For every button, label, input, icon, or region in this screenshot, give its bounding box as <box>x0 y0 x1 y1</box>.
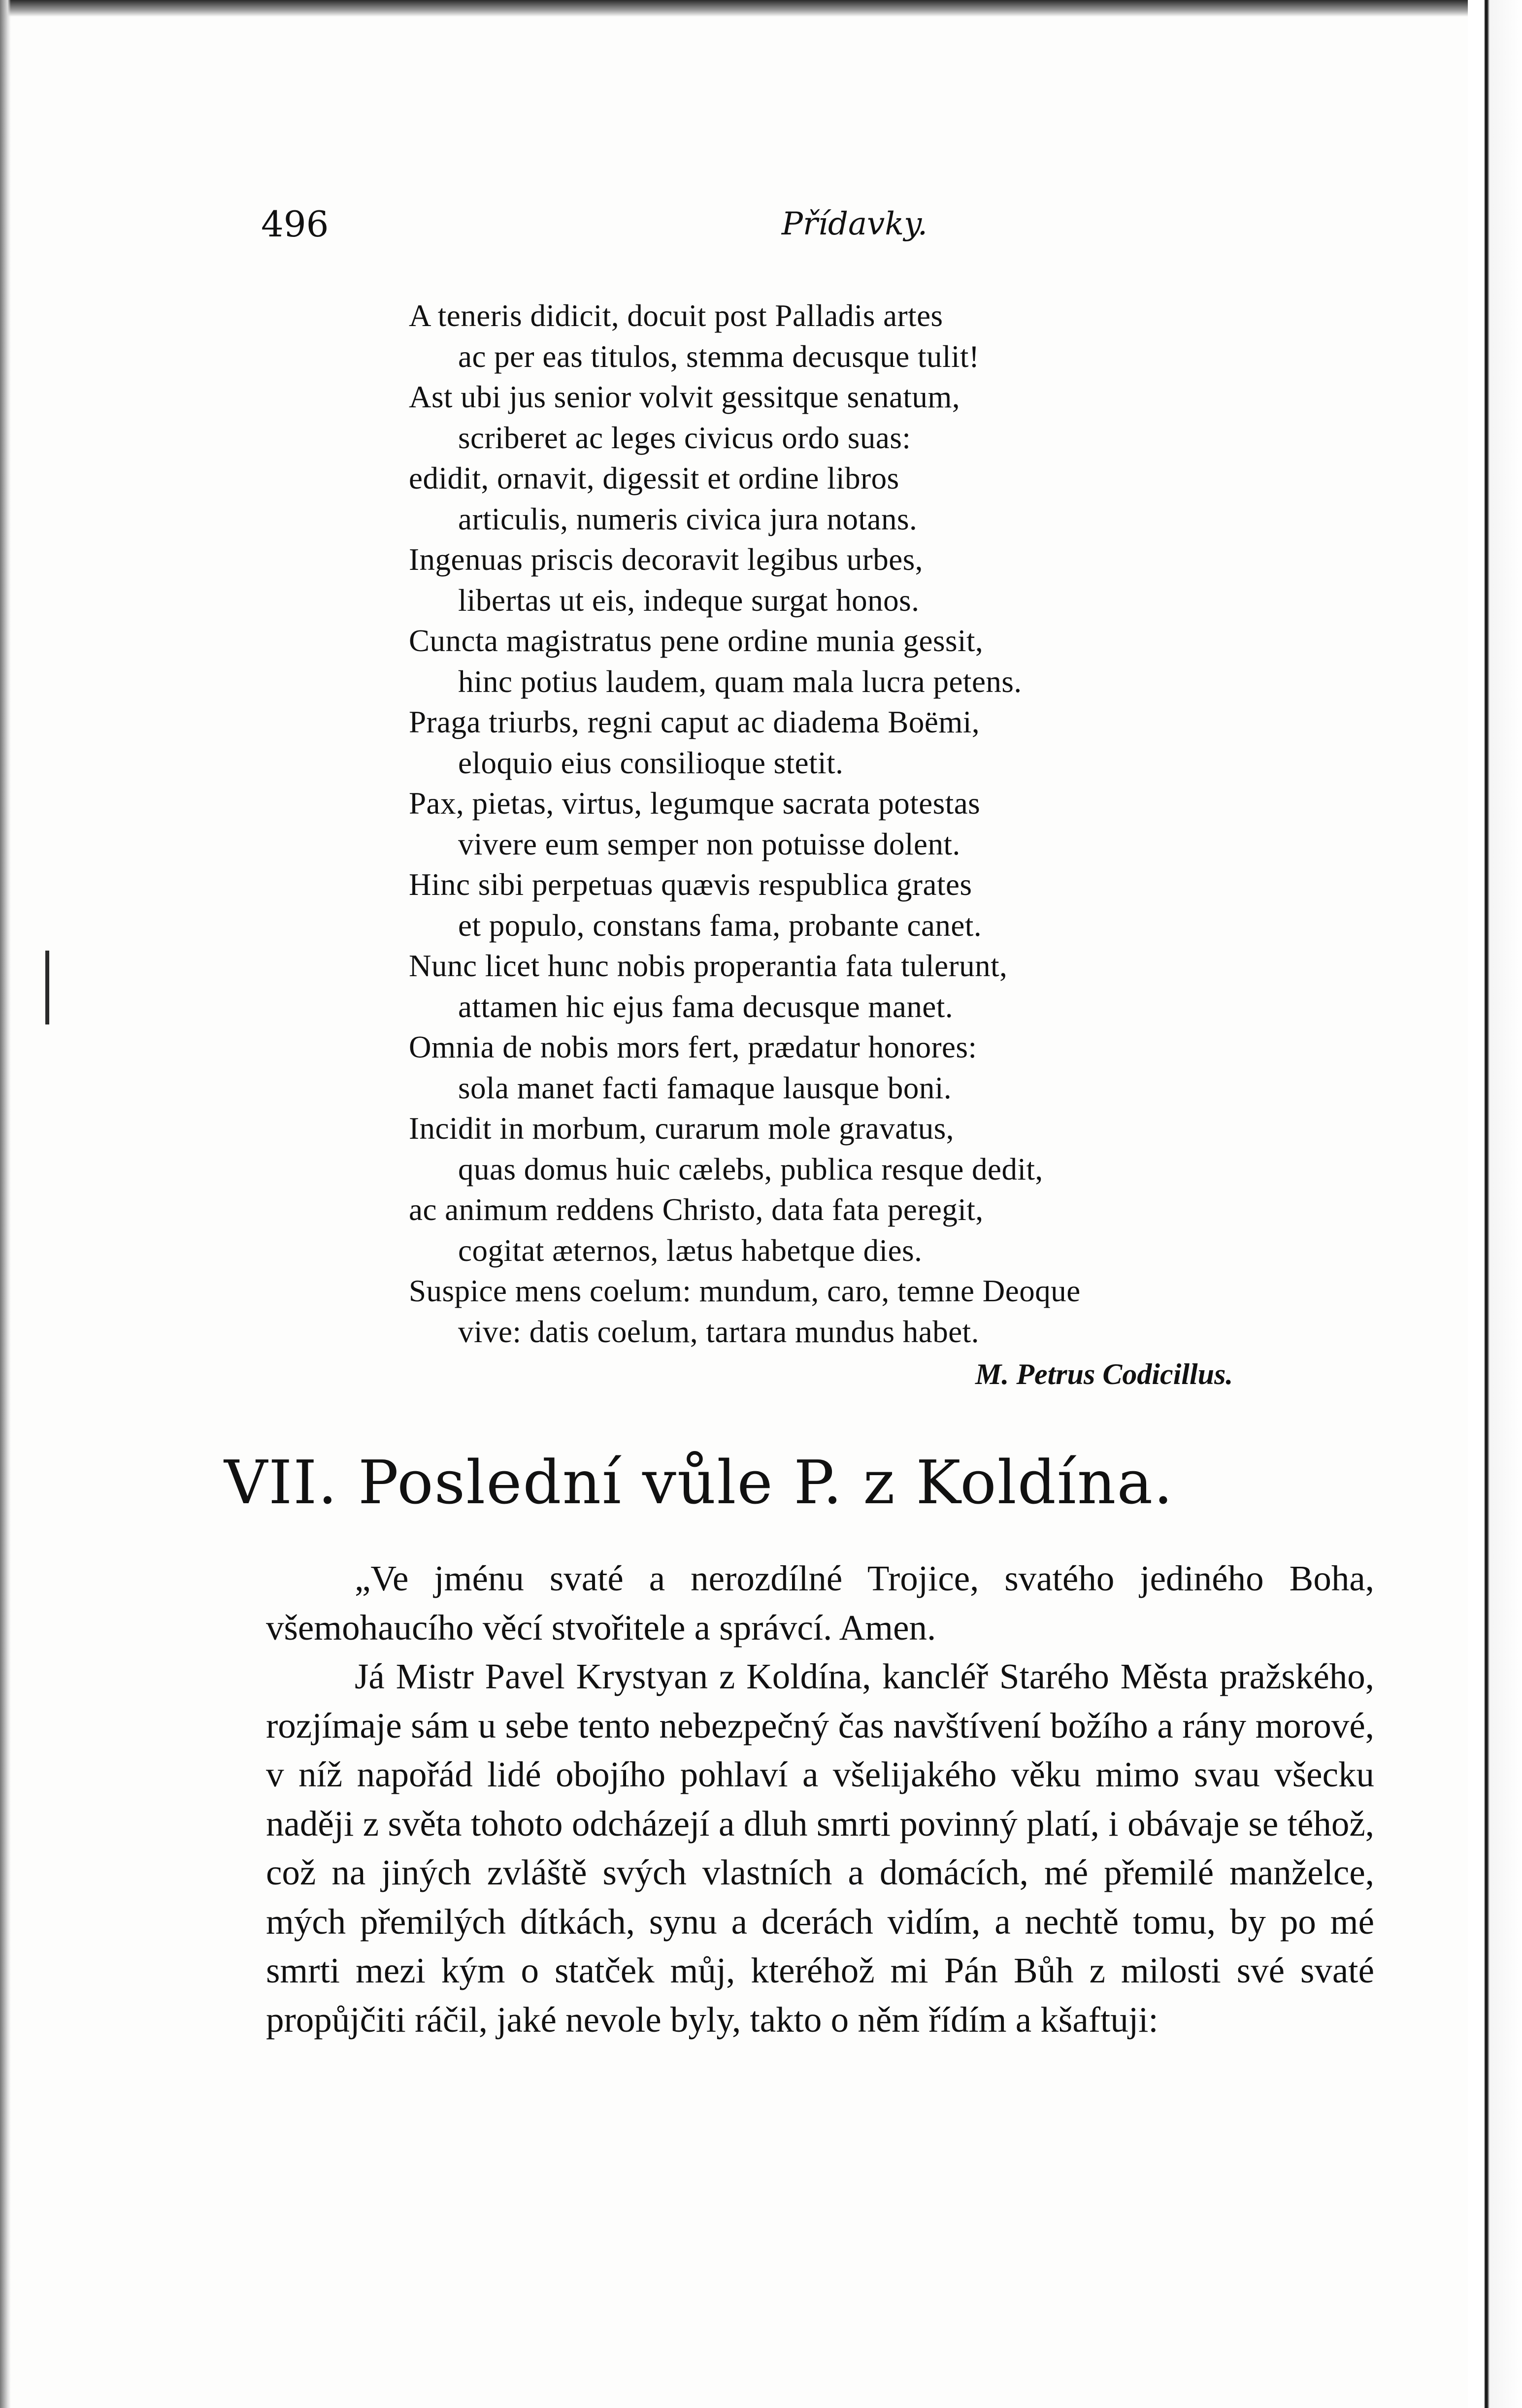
page-header <box>261 197 1389 251</box>
poem-line: Hinc sibi perpetuas quævis respublica grates <box>409 867 972 902</box>
poem-line: sola manet facti famaque lausque boni. <box>458 1070 952 1105</box>
testament-text <box>266 1554 1374 2044</box>
poem-line: vivere eum semper non potuisse dolent. <box>458 826 960 861</box>
poem-line: Cuncta magistratus pene ordine munia gessit, <box>409 624 984 658</box>
poem-line: Nunc licet hunc nobis properantia fata tulerunt, <box>409 949 1008 983</box>
poem-line: libertas ut eis, indeque surgat honos. <box>458 583 920 618</box>
poem-line: cogitat æternos, lætus habetque dies. <box>458 1233 923 1268</box>
poem-line: ac per eas titulos, stemma decusque tulit! <box>458 339 980 374</box>
poem-line: Suspice mens coelum: mundum, caro, temne Deoque <box>409 1274 1081 1308</box>
latin-epitaph-poem <box>409 296 1345 1352</box>
poem-line: articulis, numeris civica jura notans. <box>458 501 918 536</box>
poem-line: scriberet ac leges civicus ordo suas: <box>458 420 911 455</box>
poem-line: Ast ubi jus senior volvit gessitque senatum, <box>409 380 960 414</box>
poem-line: edidit, ornavit, digessit et ordine libros <box>409 461 899 495</box>
poem-line: vive: datis coelum, tartara mundus habet. <box>458 1314 979 1349</box>
scan-top-shadow <box>0 0 1522 17</box>
poem-line: ac animum reddens Christo, data fata peregit, <box>409 1192 984 1227</box>
page-number: 496 <box>261 203 329 245</box>
poem-line: quas domus huic cælebs, publica resque dedit, <box>458 1152 1043 1187</box>
paragraph-testament-opening: Já Mistr Pavel Krystyan z Koldína, kancléř Starého Města pražského, rozjímaje sám u sebe tento nebezpečný čas navštívení božího a rány morové, v níž napořád lidé obojího pohlaví a všelijakého věku mimo svau všecku naději z světa tohoto odcházejí a dluh smrti povinný platí, i obávaje se téhož, což na jiných zvláště svých vlastních a domácích, mé přemilé manželce, mých přemilých dítkách, synu a dcerách vidím, a nechtě tomu, by po mé smrti mezi kým o statček můj, kteréhož mi Pán Bůh z milosti své svaté propůjčiti ráčil, jaké nevole byly, takto o něm řídím a kšaftuji: <box>266 1656 1374 2040</box>
poem-line: A teneris didicit, docuit post Palladis artes <box>409 298 943 333</box>
poem-line: attamen hic ejus fama decusque manet. <box>458 989 954 1024</box>
poem-line: Pax, pietas, virtus, legumque sacrata potestas <box>409 786 981 821</box>
running-title: Přídavky. <box>781 206 928 242</box>
poem-line: hinc potius laudem, quam mala lucra petens. <box>458 664 1022 699</box>
poem-line: et populo, constans fama, probante canet. <box>458 908 982 943</box>
poem-line: Ingenuas priscis decoravit legibus urbes, <box>409 542 923 577</box>
scan-margin-mark <box>45 951 49 1024</box>
scan-right-edge <box>1468 0 1522 2408</box>
scan-left-edge <box>0 0 11 2408</box>
paragraph-invocation: „Ve jménu svaté a nerozdílné Trojice, svatého jediného Boha, všemohaucího věcí stvořitele a správcí. Amen. <box>266 1558 1374 1648</box>
poem-signature: M. Petrus Codicillus. <box>975 1358 1233 1390</box>
poem-line: Omnia de nobis mors fert, prædatur honores: <box>409 1030 977 1064</box>
poem-line: Incidit in morbum, curarum mole gravatus, <box>409 1111 954 1146</box>
section-heading: VII. Poslední vůle P. z Koldína. <box>224 1448 1174 1517</box>
poem-line: eloquio eius consilioque stetit. <box>458 745 844 780</box>
poem-line: Praga triurbs, regni caput ac diadema Boëmi, <box>409 705 980 739</box>
